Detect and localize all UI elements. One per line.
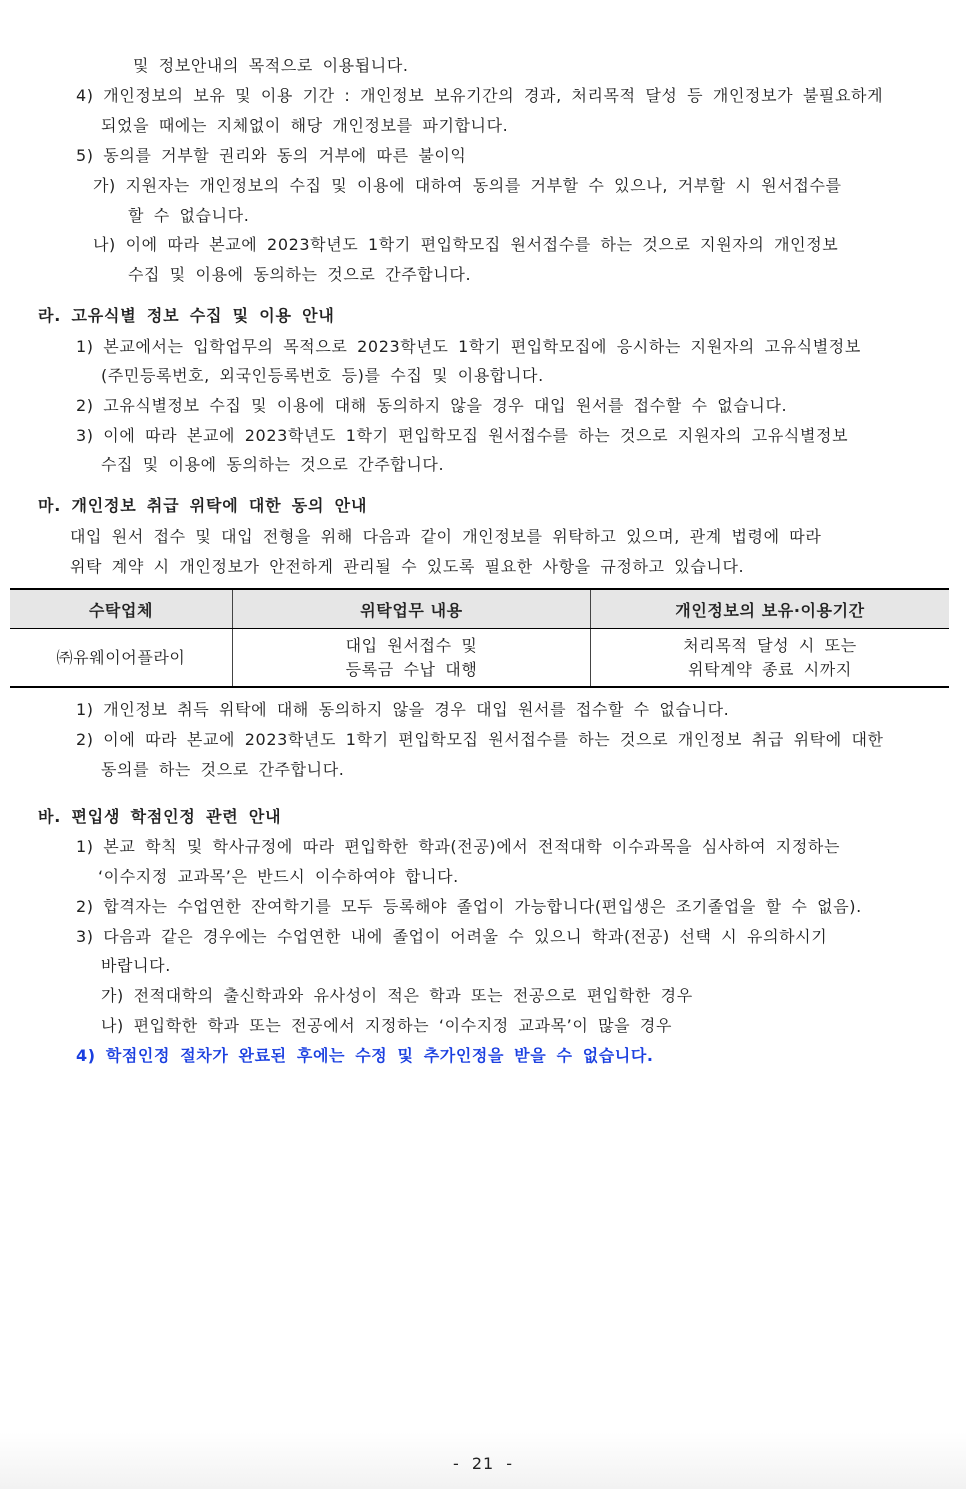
text-line: (주민등록번호, 외국인등록번호 등)를 수집 및 이용합니다. bbox=[101, 366, 544, 385]
table-header-row bbox=[10, 589, 949, 629]
list-item: 4) 개인정보의 보유 및 이용 기간 : 개인정보 보유기간의 경과, 처리목적 달성 등 개인정보가 불필요하게 bbox=[76, 86, 884, 105]
cell-period bbox=[591, 629, 950, 688]
text-line: 바랍니다. bbox=[101, 956, 171, 975]
list-item: 1) 본교에서는 입학업무의 목적으로 2023학년도 1학기 편입학모집에 응시하는 지원자의 고유식별정보 bbox=[76, 337, 861, 356]
list-item: 가) 지원자는 개인정보의 수집 및 이용에 대하여 동의를 거부할 수 있으나, 거부할 시 원서접수를 bbox=[93, 176, 842, 195]
trust-table bbox=[10, 588, 949, 688]
list-item: 5) 동의를 거부할 권리와 동의 거부에 따른 불이익 bbox=[76, 146, 467, 165]
text-line: 및 정보안내의 목적으로 이용됩니다. bbox=[133, 56, 409, 75]
paragraph-line: 위탁 계약 시 개인정보가 안전하게 관리될 수 있도록 필요한 사항을 규정하고 있습니다. bbox=[70, 557, 745, 576]
list-item: 2) 고유식별정보 수집 및 이용에 대해 동의하지 않을 경우 대입 원서를 접수할 수 없습니다. bbox=[76, 396, 788, 415]
cell-period-line1: 처리목적 달성 시 또는 bbox=[683, 635, 857, 655]
text-line: 할 수 없습니다. bbox=[128, 206, 250, 225]
text-line: 수집 및 이용에 동의하는 것으로 간주합니다. bbox=[128, 265, 472, 284]
list-item: 나) 편입학한 학과 또는 전공에서 지정하는 ‘이수지정 교과목’이 많을 경우 bbox=[101, 1016, 673, 1035]
text-line: 동의를 하는 것으로 간주합니다. bbox=[101, 760, 345, 779]
list-item: 1) 개인정보 취득 위탁에 대해 동의하지 않을 경우 대입 원서를 접수할 수 없습니다. bbox=[76, 700, 730, 719]
section-heading-ba: 바. 편입생 학점인정 관련 안내 bbox=[38, 807, 282, 826]
page-number: - 21 - bbox=[452, 1454, 514, 1473]
list-item: 가) 전적대학의 출신학과와 유사성이 적은 학과 또는 전공으로 편입학한 경우 bbox=[101, 986, 693, 1005]
column-header-period: 개인정보의 보유·이용기간 bbox=[591, 589, 950, 629]
list-item: 2) 이에 따라 본교에 2023학년도 1학기 편입학모집 원서접수를 하는 것으로 개인정보 취급 위탁에 대한 bbox=[76, 730, 884, 749]
column-header-company: 수탁업체 bbox=[10, 589, 233, 629]
cell-period-line2: 위탁계약 종료 시까지 bbox=[688, 659, 852, 679]
list-item: 3) 이에 따라 본교에 2023학년도 1학기 편입학모집 원서접수를 하는 것으로 지원자의 고유식별정보 bbox=[76, 426, 849, 445]
section-heading-ma: 마. 개인정보 취급 위탁에 대한 동의 안내 bbox=[38, 496, 368, 515]
text-line: 수집 및 이용에 동의하는 것으로 간주합니다. bbox=[101, 455, 445, 474]
cell-task-line1: 대입 원서접수 및 bbox=[345, 635, 478, 655]
cell-task-line2: 등록금 수납 대행 bbox=[345, 659, 478, 679]
list-item: 1) 본교 학칙 및 학사규정에 따라 편입학한 학과(전공)에서 전적대학 이수과목을 심사하여 지정하는 bbox=[76, 837, 841, 856]
column-header-task: 위탁업무 내용 bbox=[233, 589, 591, 629]
list-item: 나) 이에 따라 본교에 2023학년도 1학기 편입학모집 원서접수를 하는 것으로 지원자의 개인정보 bbox=[93, 235, 839, 254]
table-row bbox=[10, 629, 949, 688]
paragraph-line: 대입 원서 접수 및 대입 전형을 위해 다음과 같이 개인정보를 위탁하고 있으며, 관계 법령에 따라 bbox=[70, 527, 822, 546]
section-heading-ra: 라. 고유식별 정보 수집 및 이용 안내 bbox=[38, 306, 335, 325]
cell-company: ㈜유웨이어플라이 bbox=[10, 629, 233, 688]
text-line: 되었을 때에는 지체없이 해당 개인정보를 파기합니다. bbox=[101, 116, 509, 135]
list-item: 3) 다음과 같은 경우에는 수업연한 내에 졸업이 어려울 수 있으니 학과(전공) 선택 시 유의하시기 bbox=[76, 927, 828, 946]
text-line: ‘이수지정 교과목’은 반드시 이수하여야 합니다. bbox=[98, 867, 459, 886]
emphasis-notice: 4) 학점인정 절차가 완료된 후에는 수정 및 추가인정을 받을 수 없습니다. bbox=[76, 1046, 654, 1065]
list-item: 2) 합격자는 수업연한 잔여학기를 모두 등록해야 졸업이 가능합니다(편입생은 조기졸업을 할 수 없음). bbox=[76, 897, 862, 916]
cell-task bbox=[233, 629, 591, 688]
